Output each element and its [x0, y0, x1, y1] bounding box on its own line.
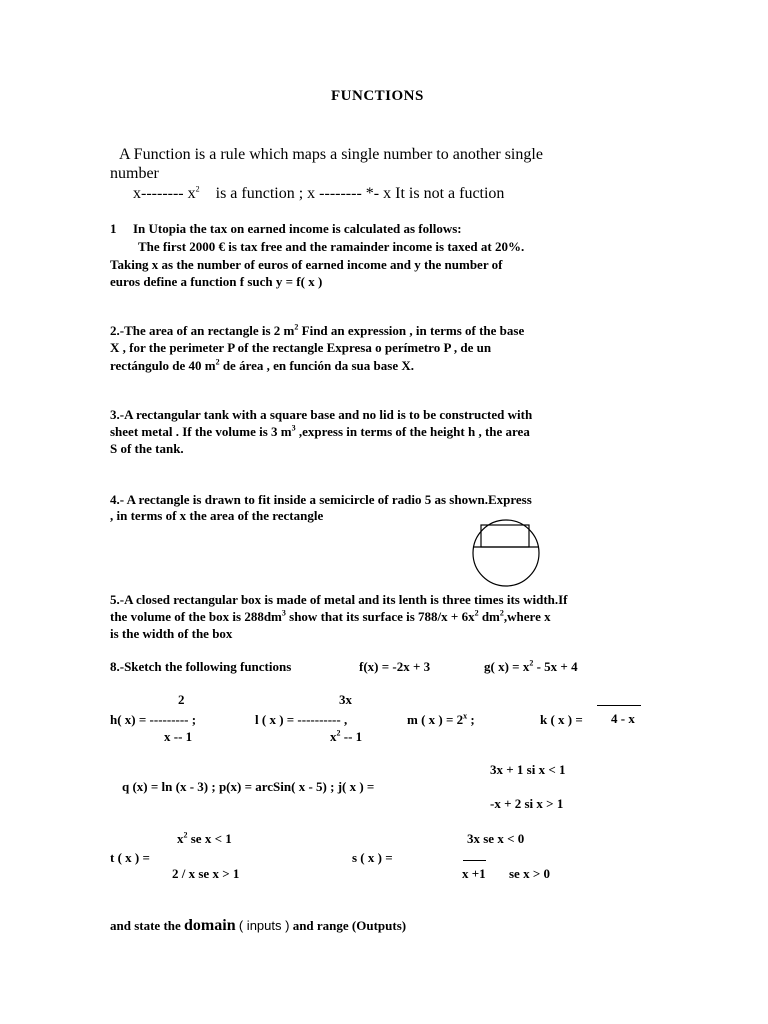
function-s-case-2: se x > 0	[509, 866, 550, 881]
function-m-sup: x	[463, 711, 468, 721]
q3-text-b: ,express in terms of the height h , the area	[295, 424, 530, 439]
function-f: f(x) = -2x + 3	[359, 659, 431, 674]
q2-text-d: de área , en función da sua base X.	[219, 358, 414, 373]
intro-sup: 2	[195, 184, 200, 194]
function-l-denominator	[330, 728, 362, 745]
function-m-a: m ( x ) = 2	[407, 712, 464, 727]
intro-example-b: is a function ; x -------- *- x It is not a fuction	[215, 185, 505, 202]
q3-line-3: S of the tank.	[110, 441, 184, 456]
function-s: s ( x ) =	[352, 850, 393, 865]
closing-text-a: and state the	[110, 918, 181, 933]
function-s-denominator: x +1	[462, 866, 486, 881]
inscribed-rectangle	[481, 525, 529, 547]
function-t-case-2: 2 / x se x > 1	[172, 866, 240, 881]
function-l-den-sup: 2	[336, 728, 341, 738]
intro-line-1: A Function is a rule which maps a single number to another single	[119, 146, 543, 163]
q5-text-a: the volume of the box is 288dm	[110, 609, 282, 624]
q2-sup-1: 2	[294, 322, 299, 332]
q4-line-2: , in terms of x the area of the rectangle	[110, 508, 324, 523]
q3-text-a: sheet metal . If the volume is 3 m	[110, 424, 292, 439]
function-l-den-a: x	[330, 729, 337, 744]
function-k: k ( x ) =	[540, 712, 583, 727]
q2-text-a: 2.-The area of an rectangle is 2 m	[110, 323, 295, 338]
page-title: FUNCTIONS	[331, 88, 424, 104]
q3-line-1: 3.-A rectangular tank with a square base and no lid is to be constructed with	[110, 407, 533, 422]
function-j-case-2: -x + 2 si x > 1	[490, 796, 564, 811]
fraction-bar	[463, 860, 486, 861]
q2-line-1	[110, 322, 524, 339]
q1-line-3: Taking x as the number of euros of earned income and y the number of	[110, 257, 503, 272]
function-t-top-a: x	[177, 831, 184, 846]
q5-line-1: 5.-A closed rectangular box is made of metal and its lenth is three times its width.If	[110, 592, 568, 607]
function-l: l ( x ) = ---------- ,	[255, 712, 348, 727]
q5-line-3: is the width of the box	[110, 626, 233, 641]
closing-text-d: and range (Outputs)	[292, 918, 407, 933]
function-h-numerator: 2	[178, 692, 185, 707]
intro-line-3	[133, 185, 504, 203]
q5-text-c: dm	[478, 609, 500, 624]
function-h: h( x) = --------- ;	[110, 712, 197, 727]
closing-inputs: ( inputs )	[238, 918, 290, 933]
q2-line-2: X , for the perimeter P of the rectangle Expresa o perímetro P , de un	[110, 340, 492, 355]
q5-sup-1: 3	[281, 608, 286, 618]
q5-line-2	[110, 608, 551, 625]
functions-q-p-j: q (x) = ln (x - 3) ; p(x) = arcSin( x - 5) ; j( x ) =	[122, 779, 375, 794]
q2-text-b: Find an expression , in terms of the base	[298, 323, 525, 338]
intro-line-2: number	[110, 165, 159, 182]
function-h-denominator: x -- 1	[164, 729, 193, 744]
function-t-sup: 2	[183, 830, 188, 840]
q1-number: 1	[110, 221, 117, 236]
function-k-radicand: 4 - x	[597, 705, 641, 727]
q1-line-1: In Utopia the tax on earned income is calculated as follows:	[133, 221, 462, 236]
q2-line-3	[110, 357, 414, 374]
function-t-case-1	[177, 830, 232, 847]
q4-line-1: 4.- A rectangle is drawn to fit inside a semicircle of radio 5 as shown.Express	[110, 492, 532, 507]
function-s-case-1: 3x se x < 0	[467, 831, 525, 846]
q5-text-d: ,where x	[503, 609, 551, 624]
q5-text-b: show that its surface is 788/x + 6x	[285, 609, 475, 624]
function-j-case-1: 3x + 1 si x < 1	[490, 762, 566, 777]
q5-sup-3: 2	[499, 608, 504, 618]
function-t-top-b: se x < 1	[187, 831, 232, 846]
q2-sup-2: 2	[215, 357, 220, 367]
function-l-numerator: 3x	[339, 692, 352, 707]
circle-rectangle-diagram	[468, 517, 548, 587]
function-l-den-b: -- 1	[340, 729, 363, 744]
q1-line-2: The first 2000 € is tax free and the ramainder income is taxed at 20%.	[138, 239, 525, 254]
function-g-b: - 5x + 4	[533, 659, 578, 674]
q1-line-4: euros define a function f such y = f( x )	[110, 274, 323, 289]
closing-domain: domain	[184, 917, 236, 934]
function-m	[407, 711, 475, 728]
q8-intro: 8.-Sketch the following functions	[110, 659, 292, 674]
function-g-sup: 2	[529, 658, 534, 668]
q5-sup-2: 2	[474, 608, 479, 618]
function-m-b: ;	[467, 712, 475, 727]
q3-sup: 3	[291, 423, 296, 433]
closing-line	[110, 917, 406, 934]
q2-text-c: rectángulo de 40 m	[110, 358, 216, 373]
function-t: t ( x ) =	[110, 850, 150, 865]
function-g-a: g( x) = x	[484, 659, 530, 674]
intro-example-a: x-------- x	[133, 185, 196, 202]
q3-line-2	[110, 423, 530, 440]
function-g	[484, 658, 578, 675]
